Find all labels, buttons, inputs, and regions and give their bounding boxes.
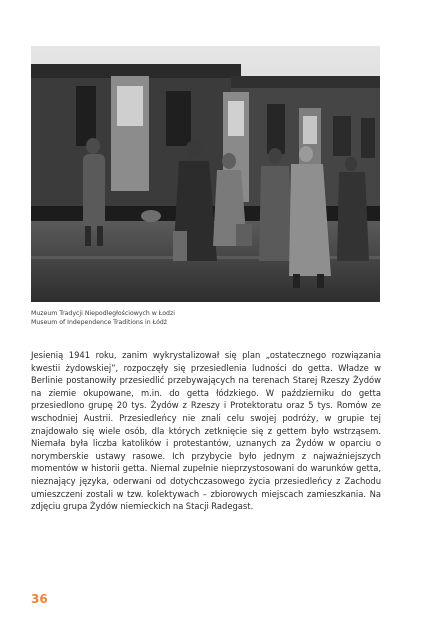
- historical-photo: [31, 46, 380, 302]
- page-number: 36: [31, 592, 48, 606]
- photo-illustration: [31, 46, 380, 302]
- caption-line-polish: Muzeum Tradycji Niepodległościowych w Łodzi: [31, 310, 175, 317]
- caption-line-english: Museum of Independence Traditions in Łódź: [31, 318, 168, 326]
- body-paragraph: Jesienią 1941 roku, zanim wykrystalizował się plan „ostatecznego rozwiązania kwestii żydowskiej”, rozpoczęły się przesiedlenia ludności do getta. Władze w Berlinie postanowiły przesiedlić przebywających na terenach Starej Rzeszy Żydów na ziemie okupowane, m.in. do getta łódzkiego. W październiku do getta przesiedlono grupę 20 tys. Żydów z Rzeszy i Protektoratu oraz 5 tys. Romów ze wschodniej Austrii. Przesiedleńcy nie znali celu swojej podróży, w grupie tej znajdowało się wiele osób, dla których zetknięcie się z gettem było wstrząsem. Niemała była liczba katolików i protestantów, uznanych za Żydów w oparciu o norymberskie ustawy rasowe. Ich przybycie było jednym z najważniejszych momentów w historii getta. Niemal zupełnie nieprzystosowani do warunków getta, nieznający języka, oderwani od dotychczasowego życia przesiedleńcy z Zachodu umieszczeni zostali w tzw. kolektywach – zbiorowych miejscach zamieszkania. Na zdjęciu grupa Żydów niemieckich na Stacji Radegast.: [31, 350, 381, 512]
- photo-caption: [31, 310, 391, 327]
